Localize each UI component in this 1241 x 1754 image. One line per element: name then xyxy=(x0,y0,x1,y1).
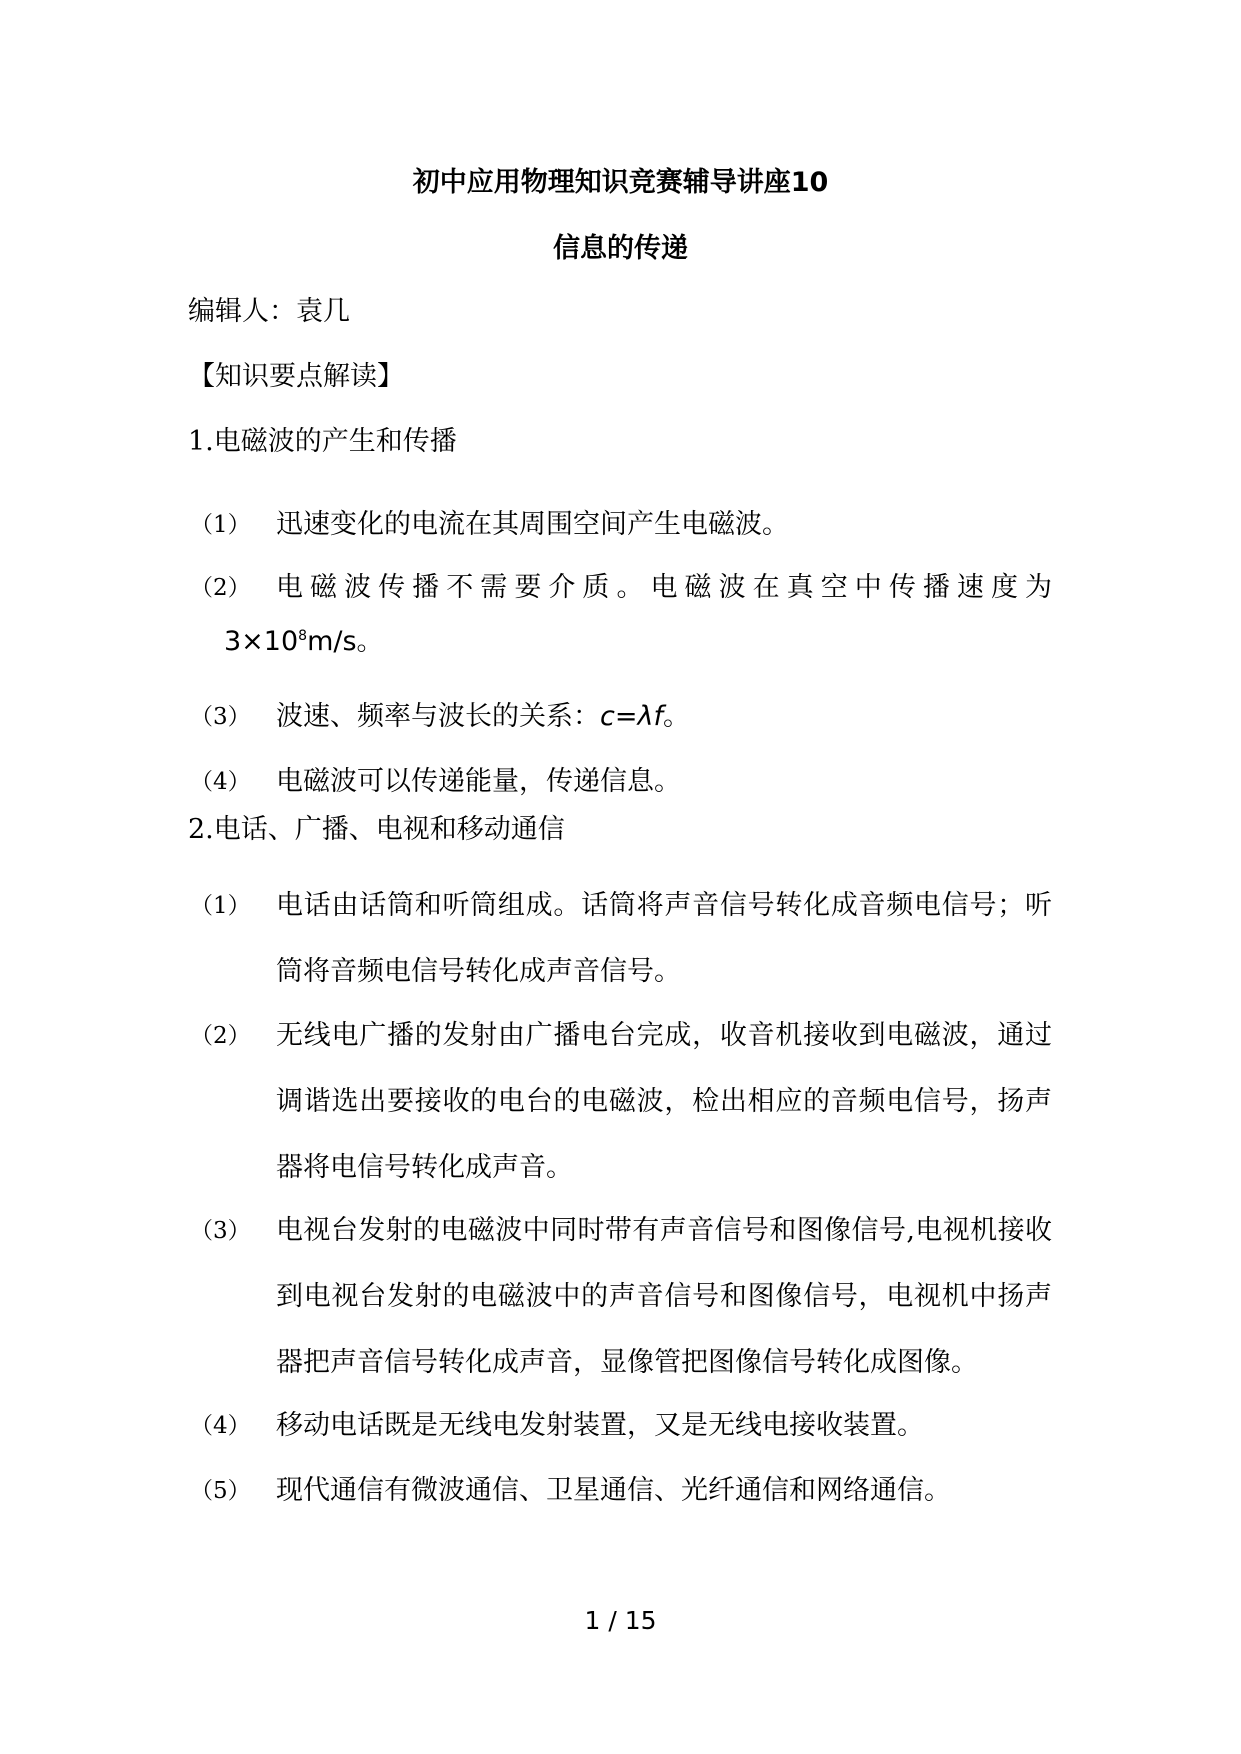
document-title: 初中应用物理知识竞赛辅导讲座10 xyxy=(412,167,829,198)
item-text: 现代通信有微波通信、卫星通信、光纤通信和网络通信。 xyxy=(276,1475,951,1506)
list-item xyxy=(190,1198,1052,1396)
formula-exponent: 8 xyxy=(298,628,308,644)
item-number: （5） xyxy=(190,1478,251,1504)
item-number: （3） xyxy=(190,704,251,730)
document-subtitle: 信息的传递 xyxy=(553,233,688,264)
editor-line: 编辑人：袁几 xyxy=(188,296,350,327)
section-heading-2: 2.电话、广播、电视和移动通信 xyxy=(188,814,565,845)
list-item: （3） 波速、频率与波长的关系：c=λf。 xyxy=(276,684,1052,750)
formula-base: 3×10 xyxy=(224,626,299,657)
item-text: 迅速变化的电流在其周围空间产生电磁波。 xyxy=(276,509,789,540)
item-number: （2） xyxy=(190,575,251,601)
formula-unit: m/s。 xyxy=(307,626,384,657)
item-text: 波速、频率与波长的关系： xyxy=(276,701,600,732)
page-indicator: 1 / 15 xyxy=(584,1606,657,1635)
item-text: 电磁波传播不需要介质。电磁波在真空中传播速度为 xyxy=(276,572,1052,603)
item-text: 移动电话既是无线电发射装置，又是无线电接收装置。 xyxy=(276,1410,924,1441)
item-number: （3） xyxy=(190,1218,251,1244)
speed-formula xyxy=(224,625,384,659)
section-heading-1: 1.电磁波的产生和传播 xyxy=(188,426,457,457)
list-item xyxy=(190,1003,1052,1201)
item-text: 电磁波可以传递能量，传递信息。 xyxy=(276,766,681,797)
list-item xyxy=(190,492,1052,558)
item-number: （4） xyxy=(190,769,251,795)
item-number: （1） xyxy=(190,512,251,538)
item-text: 电视台发射的电磁波中同时带有声音信号和图像信号,电视机接收到电视台发射的电磁波中的声音信号和图像信号，电视机中扬声器把声音信号转化成声音，显像管把图像信号转化成图像。 xyxy=(276,1215,1052,1378)
list-item xyxy=(190,873,1052,1005)
section-label: 【知识要点解读】 xyxy=(188,361,404,392)
item-text: 电话由话筒和听筒组成。话筒将声音信号转化成音频电信号；听筒将音频电信号转化成声音信号。 xyxy=(276,890,1052,987)
list-item xyxy=(190,1393,1052,1459)
wave-formula: c=λf xyxy=(600,701,663,732)
list-item xyxy=(190,555,1052,621)
item-number: （2） xyxy=(190,1023,251,1049)
item-number: （1） xyxy=(190,893,251,919)
item-number: （4） xyxy=(190,1413,251,1439)
list-item xyxy=(190,749,1052,815)
list-item xyxy=(190,1458,1052,1524)
item-text: 无线电广播的发射由广播电台完成，收音机接收到电磁波，通过调谐选出要接收的电台的电磁波，检出相应的音频电信号，扬声器将电信号转化成声音。 xyxy=(276,1020,1052,1183)
